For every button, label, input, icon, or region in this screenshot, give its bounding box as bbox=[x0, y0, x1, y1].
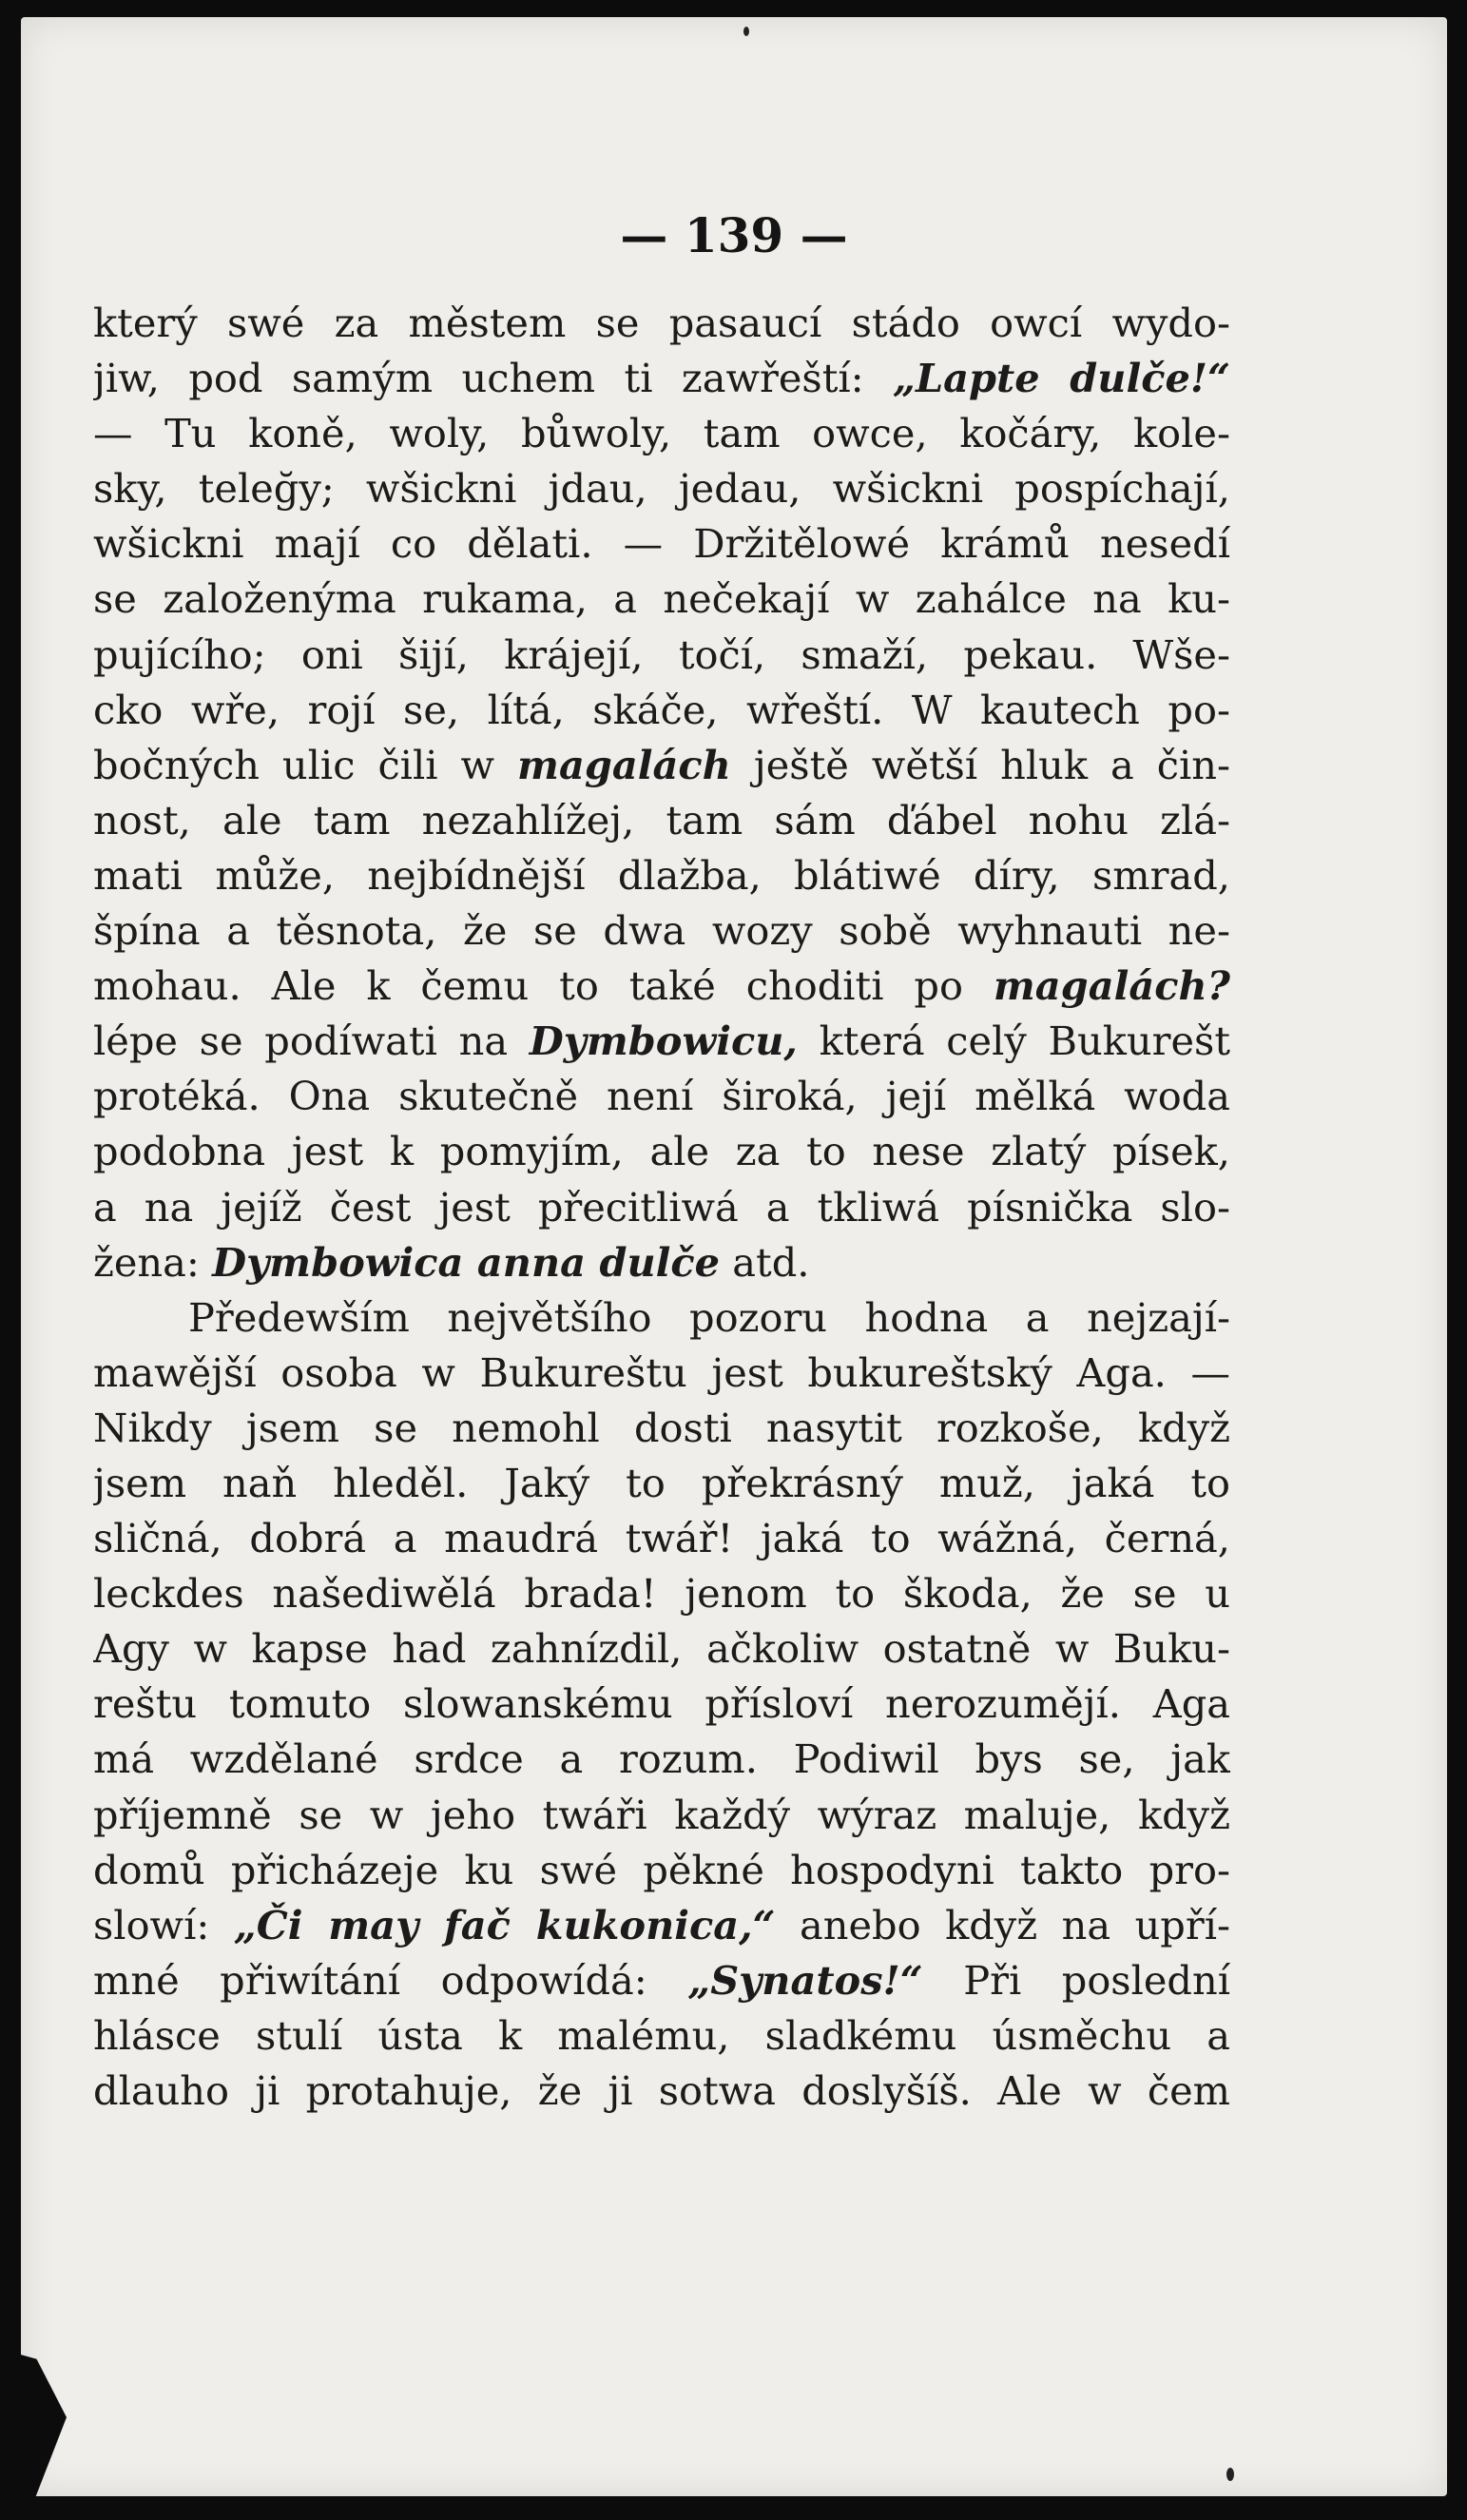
text-segment: domů přicházeje ku swé pěkné hospodyni takto pro- bbox=[93, 1846, 1230, 1893]
text-segment: reštu tomuto slowanskému přísloví nerozumějí. Aga bbox=[93, 1680, 1230, 1728]
text-segment: cko wře, rojí se, lítá, skáče, wřeští. W kautech po- bbox=[93, 686, 1230, 733]
text-line bbox=[93, 628, 1230, 683]
italic-emphasis: „Či may fač kukonica,“ bbox=[233, 1901, 776, 1948]
text-segment: Při poslední bbox=[922, 1956, 1230, 2004]
text-line bbox=[93, 1235, 1230, 1290]
text-segment: podobna jest k pomyjím, ale za to nese zlatý písek, bbox=[93, 1128, 1230, 1175]
text-segment: — Tu koně, woly, bůwoly, tam owce, kočáry, kole- bbox=[93, 410, 1230, 457]
text-segment: Předewším největšího pozoru hodna a nejzají- bbox=[188, 1293, 1230, 1341]
text-segment: a na jejíž čest jest přecitliwá a tkliwá písnička slo- bbox=[93, 1183, 1230, 1231]
text-line bbox=[93, 1677, 1230, 1732]
text-segment: sličná, dobrá a maudrá twář! jaká to wážná, černá, bbox=[93, 1515, 1230, 1562]
text-segment: dlauho ji protahuje, že ji sotwa doslyšíš. Ale w čem bbox=[93, 2067, 1230, 2114]
text-segment: žena: bbox=[93, 1238, 213, 1286]
text-line bbox=[93, 848, 1230, 903]
text-line bbox=[93, 1290, 1230, 1346]
text-segment: který swé za městem se pasaucí stádo owcí wydo- bbox=[93, 300, 1230, 346]
text-line bbox=[93, 1124, 1230, 1179]
text-segment: wšickni mají co dělati. — Držitělowé krámů nesedí bbox=[93, 520, 1230, 568]
text-line bbox=[93, 959, 1230, 1014]
text-line bbox=[93, 1621, 1230, 1677]
text-line bbox=[93, 1346, 1230, 1401]
text-line bbox=[93, 683, 1230, 738]
text-line bbox=[93, 406, 1230, 461]
text-segment: nost, ale tam nezahlížej, tam sám ďábel nohu zlá- bbox=[93, 796, 1230, 843]
text-line bbox=[93, 2008, 1230, 2064]
text-segment: slowí: bbox=[93, 1901, 234, 1948]
italic-emphasis: „Lapte dulče!“ bbox=[893, 355, 1230, 402]
text-segment: bočných ulic čili w bbox=[93, 741, 518, 788]
text-line bbox=[93, 1898, 1230, 1953]
paper-speck bbox=[743, 27, 749, 36]
text-line bbox=[93, 1566, 1230, 1621]
text-segment: Nikdy jsem se nemohl dosti nasytit rozkoše, když bbox=[93, 1404, 1230, 1451]
text-segment: leckdes našediwělá brada! jenom to škoda, že se u bbox=[93, 1570, 1230, 1618]
text-line bbox=[93, 903, 1230, 959]
text-segment: sky, teleğy; wšickni jdau, jedau, wšickni pospíchají, bbox=[93, 465, 1230, 513]
text-segment: se založenýma rukama, a nečekají w zahálce na ku- bbox=[93, 575, 1230, 623]
text-segment: která celý Bukurešt bbox=[797, 1018, 1230, 1065]
text-segment: mohau. Ale k čemu to také choditi po bbox=[93, 962, 994, 1010]
text-segment: mati může, nejbídnější dlažba, blátiwé díry, smrad, bbox=[93, 851, 1230, 899]
text-line bbox=[93, 1788, 1230, 1843]
text-line bbox=[93, 738, 1230, 793]
text-segment: ještě wětší hluk a čin- bbox=[730, 741, 1230, 788]
text-segment: má wzdělané srdce a rozum. Podiwil bys se, jak bbox=[93, 1735, 1230, 1783]
text-line bbox=[93, 461, 1230, 516]
text-line bbox=[93, 296, 1230, 351]
text-line bbox=[93, 1843, 1230, 1898]
text-segment: mné přiwítání odpowídá: bbox=[93, 1956, 688, 2004]
text-line bbox=[93, 1069, 1230, 1124]
text-line bbox=[93, 2064, 1230, 2119]
text-segment: jiw, pod samým uchem ti zawřeští: bbox=[93, 355, 894, 402]
body-text bbox=[93, 296, 1230, 2119]
italic-emphasis: „Synatos!“ bbox=[687, 1956, 923, 2004]
text-line bbox=[93, 1401, 1230, 1456]
text-segment: protéká. Ona skutečně není široká, její mělká woda bbox=[93, 1073, 1230, 1120]
text-segment: příjemně se w jeho twáři každý wýraz maluje, když bbox=[93, 1791, 1230, 1838]
text-segment: anebo když na upří- bbox=[775, 1901, 1230, 1948]
text-line bbox=[93, 1732, 1230, 1787]
text-segment: atd. bbox=[720, 1238, 810, 1286]
text-line bbox=[93, 793, 1230, 848]
text-line bbox=[93, 1014, 1230, 1069]
text-segment: jsem naň hleděl. Jaký to překrásný muž, jaká to bbox=[93, 1459, 1230, 1506]
italic-emphasis: Dymbowica anna dulče bbox=[212, 1238, 721, 1286]
text-segment: Agy w kapse had zahnízdil, ačkoliw ostatně w Buku- bbox=[93, 1625, 1230, 1673]
italic-emphasis: Dymbowicu, bbox=[529, 1018, 798, 1065]
text-segment: mawější osoba w Bukureštu jest bukureštský Aga. — bbox=[93, 1348, 1230, 1396]
text-line bbox=[93, 1953, 1230, 2008]
book-page bbox=[21, 17, 1447, 2496]
text-segment: lépe se podíwati na bbox=[93, 1018, 530, 1065]
italic-emphasis: magalách bbox=[517, 741, 731, 788]
text-line bbox=[93, 351, 1230, 406]
paper-speck bbox=[1226, 2468, 1234, 2481]
text-line bbox=[93, 572, 1230, 627]
text-line bbox=[93, 516, 1230, 572]
text-segment: hlásce stulí ústa k malému, sladkému úsměchu a bbox=[93, 2011, 1230, 2059]
italic-emphasis: magalách? bbox=[993, 962, 1230, 1010]
text-segment: špína a těsnota, že se dwa wozy sobě wyhnauti ne- bbox=[93, 907, 1230, 955]
text-line bbox=[93, 1456, 1230, 1511]
text-line bbox=[93, 1511, 1230, 1566]
text-line bbox=[93, 1180, 1230, 1235]
text-segment: pujícího; oni šijí, krájejí, točí, smaží, pekau. Wše- bbox=[93, 630, 1230, 678]
page-number-header: — 139 — bbox=[620, 207, 848, 263]
